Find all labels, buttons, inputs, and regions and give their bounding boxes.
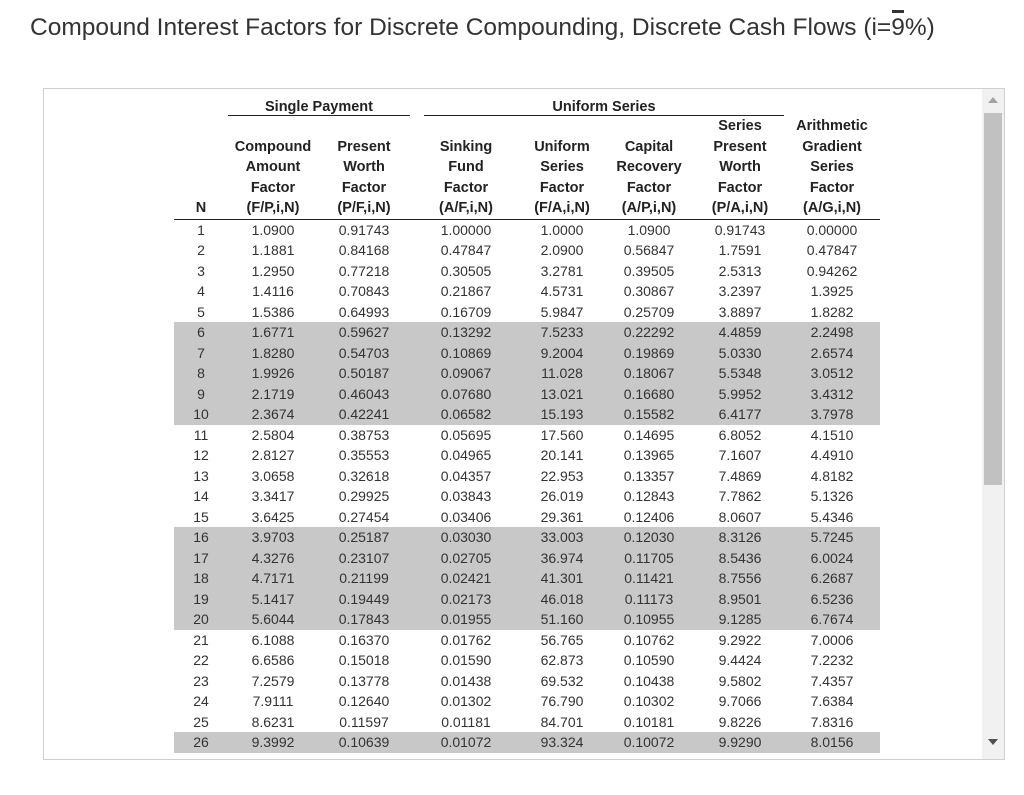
table-cell: 9.2922	[718, 631, 762, 648]
table-cell: 1.5386	[251, 303, 295, 320]
table-cell: 0.38753	[338, 426, 390, 443]
table-cell: 8.0156	[784, 732, 880, 753]
table-cell: 6.0024	[784, 548, 880, 569]
table-row	[174, 527, 880, 548]
table-cell: 2.1719	[228, 384, 318, 405]
table-cell: 4.4859	[696, 322, 784, 343]
table-cell: 8.5436	[696, 548, 784, 569]
table-cell: 0.17843	[318, 609, 410, 630]
header-fp: Compound Amount Factor (F/P,i,N)	[228, 116, 318, 220]
table-cell: 3	[197, 262, 205, 279]
table-cell: 25	[193, 713, 209, 730]
table-cell: 12	[193, 447, 209, 464]
table-cell: 3.0658	[251, 467, 295, 484]
header-fa: Uniform Series Factor (F/A,i,N)	[522, 116, 602, 220]
table-cell: 0.50187	[318, 363, 410, 384]
table-cell: 0.03843	[440, 488, 492, 505]
table-cell: 0.01438	[440, 672, 492, 689]
table-cell: 0.21199	[318, 568, 410, 589]
table-cell: 0.10590	[623, 652, 675, 669]
table-cell: 2.2498	[784, 322, 880, 343]
table-cell: 0.10762	[623, 631, 675, 648]
table-cell: 0.09067	[410, 363, 522, 384]
table-cell: 4.5731	[540, 283, 584, 300]
table-cell: 2.8127	[251, 447, 295, 464]
table-cell: 6.8052	[718, 426, 762, 443]
table-cell: 0.47847	[440, 242, 492, 259]
table-cell: 24	[193, 693, 209, 710]
table-cell: 2	[197, 242, 205, 259]
table-cell: 0.03406	[440, 508, 492, 525]
table-cell: 0.21867	[440, 283, 492, 300]
table-row	[174, 630, 880, 651]
table-cell: 19	[174, 589, 228, 610]
table-cell: 0.77218	[338, 262, 390, 279]
table-cell: 0.11173	[602, 589, 696, 610]
table-cell: 0.10869	[410, 343, 522, 364]
table-cell: 4.3276	[228, 548, 318, 569]
table-row	[174, 650, 880, 671]
table-cell: 1.0000	[540, 221, 584, 238]
factor-table-panel	[43, 88, 1005, 760]
table-cell: 5.1326	[810, 488, 854, 505]
table-cell: 8.7556	[696, 568, 784, 589]
table-cell: 0.10181	[623, 713, 675, 730]
table-cell: 36.974	[522, 548, 602, 569]
table-row	[174, 302, 880, 323]
table-cell: 13.021	[522, 384, 602, 405]
table-cell: 0.01302	[440, 693, 492, 710]
table-cell: 1	[197, 221, 205, 238]
page-title	[30, 14, 935, 42]
table-cell: 0.12030	[602, 527, 696, 548]
table-cell: 6.6586	[251, 652, 295, 669]
table-cell: 8	[174, 363, 228, 384]
group-uniform-series: Uniform Series	[424, 93, 784, 116]
table-cell: 1.0900	[627, 221, 671, 238]
table-cell: 0.13357	[623, 467, 675, 484]
column-header-row	[174, 116, 880, 220]
group-single-payment: Single Payment	[228, 93, 410, 116]
factor-table-body	[174, 219, 880, 753]
table-cell: 3.9703	[228, 527, 318, 548]
table-cell: 1.8280	[228, 343, 318, 364]
table-cell: 20.141	[540, 447, 584, 464]
table-cell: 23	[193, 672, 209, 689]
header-pa: Series Present Worth Factor (P/A,i,N)	[696, 116, 784, 220]
table-cell: 11	[193, 426, 209, 443]
table-cell: 5.9952	[696, 384, 784, 405]
table-cell: 0.02421	[410, 568, 522, 589]
table-cell: 4.8182	[810, 467, 854, 484]
table-cell: 8.9501	[696, 589, 784, 610]
table-cell: 9.9290	[696, 732, 784, 753]
table-cell: 0.39505	[623, 262, 675, 279]
vertical-scrollbar[interactable]	[982, 89, 1004, 759]
table-cell: 33.003	[522, 527, 602, 548]
table-cell: 0.11705	[602, 548, 696, 569]
table-cell: 0.07680	[410, 384, 522, 405]
table-row	[174, 425, 880, 446]
table-cell: 21	[193, 631, 209, 648]
table-cell: 0.10072	[602, 732, 696, 753]
table-cell: 1.6771	[228, 322, 318, 343]
header-ap: Capital Recovery Factor (A/P,i,N)	[602, 116, 696, 220]
table-cell: 0.46043	[318, 384, 410, 405]
table-cell: 0.10955	[602, 609, 696, 630]
table-cell: 11.028	[522, 363, 602, 384]
table-cell: 9	[174, 384, 228, 405]
table-row	[174, 240, 880, 261]
table-row	[174, 363, 880, 384]
table-cell: 5.5348	[696, 363, 784, 384]
table-row	[174, 609, 880, 630]
table-cell: 3.3417	[251, 488, 295, 505]
table-cell: 29.361	[540, 508, 584, 525]
table-cell: 0.25187	[318, 527, 410, 548]
table-cell: 0.15582	[602, 404, 696, 425]
table-cell: 0.10639	[318, 732, 410, 753]
table-cell: 5.7245	[784, 527, 880, 548]
table-cell: 0.02705	[410, 548, 522, 569]
table-cell: 0.13292	[410, 322, 522, 343]
table-cell: 62.873	[540, 652, 584, 669]
table-cell: 3.8897	[718, 303, 762, 320]
table-cell: 0.01590	[440, 652, 492, 669]
table-cell: 4	[197, 283, 205, 300]
table-cell: 0.01072	[410, 732, 522, 753]
table-row	[174, 712, 880, 733]
table-cell: 3.2397	[718, 283, 762, 300]
table-cell: 7.7862	[718, 488, 762, 505]
table-row	[174, 404, 880, 425]
table-cell: 5.4346	[810, 508, 854, 525]
table-cell: 41.301	[522, 568, 602, 589]
scroll-down-arrow-icon[interactable]	[988, 739, 998, 745]
table-row	[174, 445, 880, 466]
table-cell: 0.13965	[623, 447, 675, 464]
table-cell: 0.19869	[602, 343, 696, 364]
table-cell: 1.3925	[810, 283, 854, 300]
table-cell: 51.160	[522, 609, 602, 630]
table-cell: 0.01762	[440, 631, 492, 648]
table-cell: 5.0330	[696, 343, 784, 364]
table-cell: 0.94262	[806, 262, 858, 279]
table-cell: 93.324	[522, 732, 602, 753]
table-cell: 8.3126	[696, 527, 784, 548]
table-cell: 0.91743	[338, 221, 390, 238]
table-cell: 8.0607	[718, 508, 762, 525]
table-cell: 7.4357	[810, 672, 854, 689]
table-cell: 84.701	[540, 713, 584, 730]
table-cell: 69.532	[540, 672, 584, 689]
title-text: Compound Interest Factors for Discrete Compounding, Discrete Cash Flows (i=	[30, 14, 892, 41]
table-cell: 0.84168	[338, 242, 390, 259]
table-row	[174, 548, 880, 569]
table-cell: 7.2579	[251, 672, 295, 689]
table-cell: 0.70843	[338, 283, 390, 300]
table-cell: 0.01955	[410, 609, 522, 630]
table-cell: 0.06582	[410, 404, 522, 425]
table-cell: 0.27454	[338, 508, 390, 525]
table-cell: 7.8316	[810, 713, 854, 730]
table-cell: 0.16370	[338, 631, 390, 648]
table-cell: 3.0512	[784, 363, 880, 384]
table-cell: 9.3992	[228, 732, 318, 753]
header-af: Sinking Fund Factor (A/F,i,N)	[410, 116, 522, 220]
table-cell: 0.15018	[338, 652, 390, 669]
table-cell: 56.765	[540, 631, 584, 648]
table-cell: 0.23107	[318, 548, 410, 569]
table-cell: 2.6574	[784, 343, 880, 364]
table-cell: 22.953	[540, 467, 584, 484]
table-cell: 0.16709	[440, 303, 492, 320]
table-cell: 9.1285	[696, 609, 784, 630]
table-cell: 0.10302	[623, 693, 675, 710]
table-cell: 6.1088	[251, 631, 295, 648]
table-cell: 5	[197, 303, 205, 320]
table-row	[174, 219, 880, 240]
table-cell: 0.35553	[338, 447, 390, 464]
table-cell: 1.8282	[810, 303, 854, 320]
table-cell: 6.7674	[784, 609, 880, 630]
table-cell: 18	[174, 568, 228, 589]
table-row	[174, 486, 880, 507]
table-cell: 0.56847	[623, 242, 675, 259]
table-cell: 0.47847	[806, 242, 858, 259]
table-cell: 7.2232	[810, 652, 854, 669]
table-row	[174, 568, 880, 589]
table-cell: 7	[174, 343, 228, 364]
table-row	[174, 261, 880, 282]
table-cell: 3.7978	[784, 404, 880, 425]
table-row	[174, 589, 880, 610]
table-cell: 0.30867	[623, 283, 675, 300]
table-cell: 0.00000	[806, 221, 858, 238]
table-cell: 26	[174, 732, 228, 753]
table-cell: 0.16680	[602, 384, 696, 405]
table-cell: 6.2687	[784, 568, 880, 589]
table-cell: 2.0900	[540, 242, 584, 259]
table-cell: 6	[174, 322, 228, 343]
table-cell: 0.54703	[318, 343, 410, 364]
table-cell: 1.0900	[251, 221, 295, 238]
table-cell: 9.4424	[718, 652, 762, 669]
table-cell: 2.5313	[718, 262, 762, 279]
factor-table	[174, 93, 880, 753]
table-cell: 0.18067	[602, 363, 696, 384]
table-cell: 0.12406	[623, 508, 675, 525]
table-cell: 0.11421	[602, 568, 696, 589]
table-row	[174, 322, 880, 343]
scroll-thumb[interactable]	[984, 113, 1002, 485]
table-cell: 17.560	[540, 426, 584, 443]
header-ag: Arithmetic Gradient Series Factor (A/G,i,N)	[784, 116, 880, 220]
table-row	[174, 384, 880, 405]
table-cell: 1.9926	[228, 363, 318, 384]
table-cell: 9.8226	[718, 713, 762, 730]
table-cell: 15.193	[522, 404, 602, 425]
scroll-up-arrow-icon[interactable]	[988, 97, 998, 103]
table-cell: 4.1510	[810, 426, 854, 443]
table-cell: 0.11597	[339, 713, 389, 730]
table-cell: 0.25709	[623, 303, 675, 320]
table-cell: 1.4116	[252, 283, 294, 300]
table-cell: 4.7171	[228, 568, 318, 589]
table-cell: 10	[174, 404, 228, 425]
table-row	[174, 691, 880, 712]
rate-value: 9	[891, 14, 905, 41]
table-cell: 9.2004	[522, 343, 602, 364]
table-cell: 0.13778	[338, 672, 390, 689]
table-row	[174, 732, 880, 753]
table-cell: 0.10438	[623, 672, 675, 689]
table-cell: 14	[193, 488, 209, 505]
table-cell: 1.7591	[718, 242, 762, 259]
table-cell: 9.5802	[718, 672, 762, 689]
table-cell: 6.4177	[696, 404, 784, 425]
table-cell: 22	[193, 652, 209, 669]
table-cell: 20	[174, 609, 228, 630]
header-pf: Present Worth Factor (P/F,i,N)	[318, 116, 410, 220]
table-cell: 0.02173	[410, 589, 522, 610]
table-cell: 7.0006	[810, 631, 854, 648]
table-cell: 0.22292	[602, 322, 696, 343]
table-cell: 0.04357	[440, 467, 492, 484]
table-cell: 0.32618	[338, 467, 390, 484]
table-cell: 1.1881	[251, 242, 295, 259]
header-n: N	[174, 116, 228, 220]
table-cell: 3.2781	[540, 262, 584, 279]
table-cell: 2.5804	[251, 426, 295, 443]
table-cell: 6.5236	[784, 589, 880, 610]
table-cell: 0.19449	[318, 589, 410, 610]
table-cell: 5.6044	[228, 609, 318, 630]
table-cell: 9.7066	[718, 693, 762, 710]
table-cell: 7.5233	[522, 322, 602, 343]
table-cell: 8.6231	[251, 713, 295, 730]
table-cell: 1.2950	[251, 262, 295, 279]
table-row	[174, 671, 880, 692]
table-row	[174, 281, 880, 302]
table-cell: 3.4312	[784, 384, 880, 405]
table-cell: 46.018	[522, 589, 602, 610]
table-cell: 7.9111	[252, 693, 294, 710]
table-cell: 0.04965	[440, 447, 492, 464]
table-row	[174, 343, 880, 364]
table-cell: 0.91743	[714, 221, 766, 238]
table-cell: 0.12843	[623, 488, 675, 505]
table-cell: 7.6384	[810, 693, 854, 710]
group-header-row	[174, 93, 880, 116]
table-cell: 0.30505	[440, 262, 492, 279]
table-cell: 0.29925	[338, 488, 390, 505]
table-cell: 16	[174, 527, 228, 548]
table-cell: 0.64993	[338, 303, 390, 320]
table-cell: 5.1417	[228, 589, 318, 610]
table-cell: 0.42241	[318, 404, 410, 425]
table-cell: 0.59627	[318, 322, 410, 343]
table-cell: 2.3674	[228, 404, 318, 425]
table-cell: 0.01181	[441, 713, 491, 730]
table-row	[174, 466, 880, 487]
table-cell: 0.14695	[623, 426, 675, 443]
table-row	[174, 507, 880, 528]
table-cell: 0.05695	[440, 426, 492, 443]
table-cell: 3.6425	[251, 508, 295, 525]
table-cell: 15	[193, 508, 209, 525]
table-cell: 76.790	[540, 693, 584, 710]
table-cell: 0.03030	[410, 527, 522, 548]
table-cell: 5.9847	[540, 303, 584, 320]
table-cell: 26.019	[540, 488, 584, 505]
table-cell: 7.4869	[718, 467, 762, 484]
table-cell: 4.4910	[810, 447, 854, 464]
table-cell: 1.00000	[440, 221, 492, 238]
title-suffix: %)	[904, 14, 935, 41]
table-cell: 13	[193, 467, 209, 484]
table-cell: 17	[174, 548, 228, 569]
table-cell: 0.12640	[338, 693, 390, 710]
table-cell: 7.1607	[718, 447, 762, 464]
